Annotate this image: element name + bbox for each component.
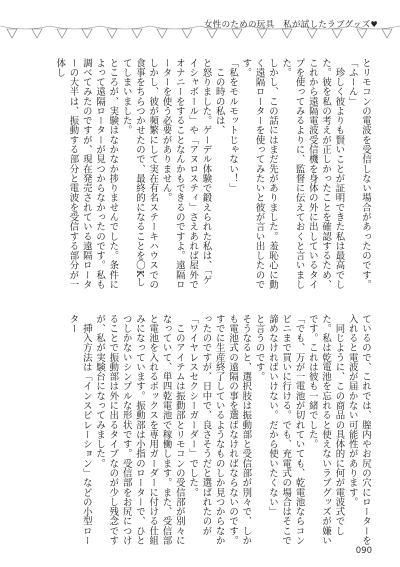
paragraph: しかし、この話にはまだ先がありました。羞恥心に動く遠隔ローターを使ってみたいと彼が言い出したのです。 bbox=[240, 58, 278, 290]
bunting-flag bbox=[182, 29, 192, 38]
bunting-flag bbox=[282, 29, 292, 38]
paragraph: とリモコンの電波を受信しない場合があったのです。 bbox=[360, 58, 371, 290]
bunting-flag bbox=[132, 29, 142, 38]
running-header-text: 女性のための玩具 私が試したラブグッズ bbox=[203, 20, 371, 30]
bunting-flags bbox=[7, 29, 392, 38]
running-header bbox=[204, 18, 378, 30]
paragraph: このアイテムは振動部とリモコンの受信部が別々になっていて、単四乾電池で稼働します。また、受信部と電池を入れるボックスを専用ガーダーに付ける仕組みになっています。振動部は小指のローターで、ひとつしかないシンプルな形状です。受信部をお尻につけることで振動部は外に出るタイプなのが少し残念ですが、私が実験台になってみました。 bbox=[94, 314, 185, 546]
paragraph: 「ふーん」 bbox=[346, 58, 358, 107]
bunting-flag bbox=[257, 29, 267, 38]
bunting-flag bbox=[307, 29, 317, 38]
bunting-flag bbox=[382, 29, 392, 38]
bunting-flag bbox=[107, 29, 117, 38]
body-text-upper bbox=[20, 58, 372, 290]
bunting-flag bbox=[32, 29, 42, 38]
paragraph: ているので、これでは、膣内やお尻の穴にローターを入れると電波が届かない可能性があります。 bbox=[346, 314, 371, 546]
bunting-flag bbox=[332, 29, 342, 38]
paragraph: 挿入方法は「インスピレーション」などの小型ローター bbox=[67, 314, 92, 546]
paragraph: 珍しく彼よりも賢いことが証明できた私は最高でした。彼を私の考えが正しかったことを確認するため、これから遠隔電波受信機を身体の外に出しているタイプを使ってみるよりに、監督に伝えておくと言いました。 bbox=[280, 58, 345, 290]
paragraph: 同じように、この商品の具体的に何が電波式でした。私は乾電池を忘れると使えないラブグッズが嫌いです。これは彼も一緒でした。 bbox=[306, 314, 345, 546]
paragraph: 「私をモルモットじゃない！」 bbox=[227, 58, 239, 193]
paragraph: と言うのです。 bbox=[253, 314, 265, 382]
paragraph: ところが、実験はなかなか捗りませんでした。条件によって遠隔ローターが見つからなかったのです。私も調べてみたのですが、現在発売されている遠隔ローターの大半は、振動する部分と電波を受信する部分が一体し bbox=[54, 58, 119, 290]
paragraph: この時の私は、 bbox=[213, 58, 225, 136]
paragraph: しかし、彼が頻繁にして実在有名ステーキハウスでの食事をちらつかせたので、最終的になることを〇Kしてしまいました。 bbox=[120, 58, 159, 290]
bunting-flag bbox=[57, 29, 67, 38]
bunting-flag bbox=[82, 29, 92, 38]
bunting-flag bbox=[232, 29, 242, 38]
bunting-flag bbox=[207, 29, 217, 38]
bunting-flag bbox=[357, 29, 367, 38]
page-number: 090 bbox=[355, 546, 372, 556]
paragraph: と怒りました。ゲーデル体験で鍛えられた私は、「ゲイシャボール」や「アヌロスティ」さえあれば屋外でオナニーをすることなんかもできるのですよ。遠隔ローターを使う必要がありません。 bbox=[160, 58, 212, 290]
paragraph: 「でも、万が一電池が切れていても、乾電池ならコンビニまで買いに行ける。でも、充電式の場合はそこで諦めなければいけない。だから使いたくない」 bbox=[266, 314, 305, 546]
body-text-lower bbox=[20, 314, 372, 550]
bunting-flag bbox=[7, 29, 17, 38]
bunting-flag bbox=[157, 29, 167, 38]
paragraph: そうなると、選択肢は振動部と受信部が別々で、しかも電池式の遠隔の事を選ばなければならないのです。すでに生産終了しているようなものしか見つからなかったのですが、日中で、良さそうだと選ばれたのが「ワイヤレスセクシーガーダー」でした。 bbox=[187, 314, 252, 546]
heart-icon: ♥ bbox=[370, 20, 378, 29]
